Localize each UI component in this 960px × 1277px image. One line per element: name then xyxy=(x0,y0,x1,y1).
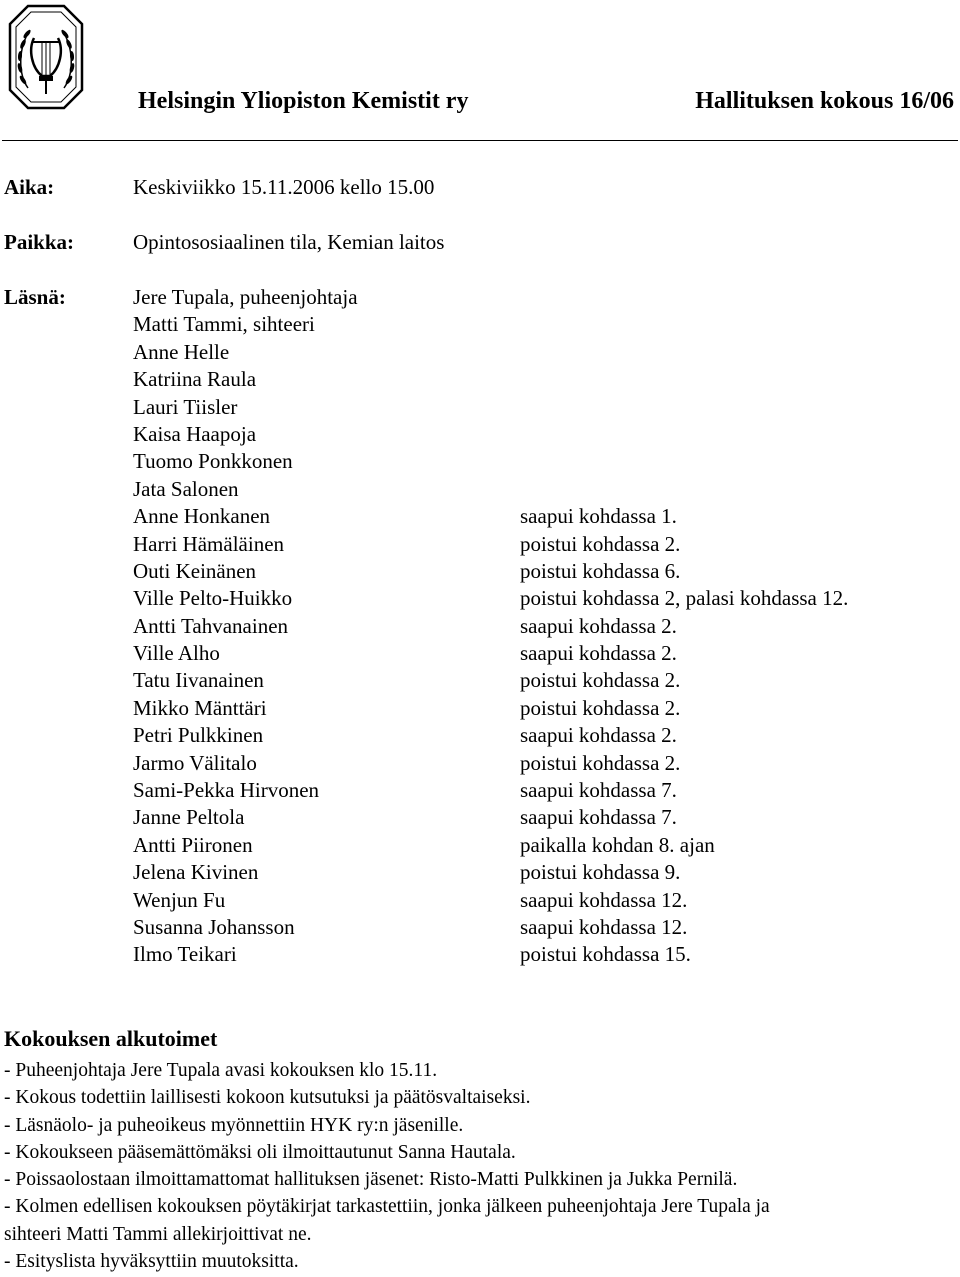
section-line: - Poissaolostaan ilmoittamattomat hallituksen jäsenet: Risto-Matti Pulkkinen ja Jukka Pernilä. xyxy=(4,1169,738,1191)
attendee-note: saapui kohdassa 7. xyxy=(520,778,677,803)
attendee-name: Janne Peltola xyxy=(133,805,245,830)
section-line: - Kokous todettiin laillisesti kokoon kutsutuksi ja päätösvaltaiseksi. xyxy=(4,1087,531,1109)
section-body xyxy=(4,1057,954,1275)
attendee-list xyxy=(133,284,933,969)
attendee-note: saapui kohdassa 12. xyxy=(520,887,688,912)
attendee-row xyxy=(133,531,933,558)
attendee-row xyxy=(133,366,933,393)
attendee-row xyxy=(133,887,933,914)
attendee-row xyxy=(133,476,933,503)
attendee-note: saapui kohdassa 7. xyxy=(520,805,677,830)
attendee-name: Wenjun Fu xyxy=(133,887,226,912)
attendee-name: Katriina Raula xyxy=(133,367,257,392)
section-line: - Kokoukseen pääsemättömäksi oli ilmoittautunut Sanna Hautala. xyxy=(4,1141,516,1163)
section-line: - Kolmen edellisen kokouksen pöytäkirjat tarkastettiin, jonka jälkeen puheenjohtaja Jere Tupala ja xyxy=(4,1196,770,1218)
attendee-name: Jarmo Välitalo xyxy=(133,750,257,775)
section-line: - Puheenjohtaja Jere Tupala avasi kokouksen klo 15.11. xyxy=(4,1060,438,1081)
section-heading: Kokouksen alkutoimet xyxy=(4,1026,218,1051)
section-line: sihteeri Matti Tammi allekirjoittivat ne. xyxy=(4,1223,312,1245)
attendee-name: Tatu Iivanainen xyxy=(133,668,264,693)
attendee-name: Matti Tammi, sihteeri xyxy=(133,312,315,337)
attendee-row xyxy=(133,421,933,448)
attendee-row xyxy=(133,640,933,667)
time-label: Aika: xyxy=(4,175,55,199)
attendee-row xyxy=(133,585,933,612)
attendee-name: Ville Pelto-Huikko xyxy=(133,586,293,611)
attendee-row xyxy=(133,777,933,804)
attendee-name: Antti Piironen xyxy=(133,832,253,857)
attendee-note: poistui kohdassa 2. xyxy=(520,750,681,775)
attendee-note: saapui kohdassa 1. xyxy=(520,504,677,529)
attendee-row xyxy=(133,339,933,366)
attendee-name: Kaisa Haapoja xyxy=(133,421,257,446)
attendee-row xyxy=(133,750,933,777)
attendee-name: Anne Honkanen xyxy=(133,504,271,529)
attendee-note: saapui kohdassa 2. xyxy=(520,641,677,666)
attendee-row xyxy=(133,832,933,859)
attendee-note: saapui kohdassa 2. xyxy=(520,613,677,638)
attendee-note: poistui kohdassa 15. xyxy=(520,942,691,967)
attendee-row xyxy=(133,859,933,886)
attendee-row xyxy=(133,503,933,530)
attendee-name: Susanna Johansson xyxy=(133,914,295,939)
attendee-note: paikalla kohdan 8. ajan xyxy=(520,832,715,857)
attendee-name: Petri Pulkkinen xyxy=(133,723,264,748)
attendee-row xyxy=(133,941,933,968)
attendee-note: poistui kohdassa 2, palasi kohdassa 12. xyxy=(520,586,849,611)
attendee-name: Ilmo Teikari xyxy=(133,942,237,967)
header-divider xyxy=(2,140,958,141)
attendee-name: Jata Salonen xyxy=(133,476,239,501)
attendee-note: poistui kohdassa 2. xyxy=(520,695,681,720)
attendee-note: poistui kohdassa 9. xyxy=(520,860,681,885)
attendee-row xyxy=(133,722,933,749)
attendee-row xyxy=(133,311,933,338)
meeting-title: Hallituksen kokous 16/06 xyxy=(695,88,954,114)
attendee-name: Sami-Pekka Hirvonen xyxy=(133,778,320,803)
time-value: Keskiviikko 15.11.2006 kello 15.00 xyxy=(133,175,435,199)
attendee-name: Outi Keinänen xyxy=(133,558,257,583)
organization-title: Helsingin Yliopiston Kemistit ry xyxy=(138,88,469,114)
present-label: Läsnä: xyxy=(4,285,66,309)
attendee-row xyxy=(133,448,933,475)
attendee-name: Antti Tahvanainen xyxy=(133,613,289,638)
attendee-note: poistui kohdassa 6. xyxy=(520,558,681,583)
attendee-name: Lauri Tiisler xyxy=(133,394,238,419)
attendee-note: saapui kohdassa 2. xyxy=(520,723,677,748)
attendee-name: Jelena Kivinen xyxy=(133,860,259,885)
attendee-row xyxy=(133,558,933,585)
attendee-row xyxy=(133,914,933,941)
attendee-note: saapui kohdassa 12. xyxy=(520,914,688,939)
attendee-row xyxy=(133,804,933,831)
place-label: Paikka: xyxy=(4,230,75,254)
section-line: - Läsnäolo- ja puheoikeus myönnettiin HYK ry:n jäsenille. xyxy=(4,1114,464,1136)
attendee-name: Tuomo Ponkkonen xyxy=(133,449,293,474)
attendee-name: Mikko Mänttäri xyxy=(133,695,267,720)
attendee-row xyxy=(133,667,933,694)
attendee-row xyxy=(133,695,933,722)
attendee-row xyxy=(133,284,933,311)
attendee-note: poistui kohdassa 2. xyxy=(520,531,681,556)
attendee-name: Harri Hämäläinen xyxy=(133,531,285,556)
place-value: Opintososiaalinen tila, Kemian laitos xyxy=(133,230,445,254)
attendee-row xyxy=(133,613,933,640)
attendee-note: poistui kohdassa 2. xyxy=(520,668,681,693)
attendee-name: Jere Tupala, puheenjohtaja xyxy=(133,285,358,309)
attendee-name: Anne Helle xyxy=(133,339,230,364)
attendee-name: Ville Alho xyxy=(133,641,220,666)
attendee-row xyxy=(133,394,933,421)
section-line: - Esityslista hyväksyttiin muutoksitta. xyxy=(4,1251,299,1273)
lyre-laurel-emblem-icon xyxy=(6,2,86,112)
